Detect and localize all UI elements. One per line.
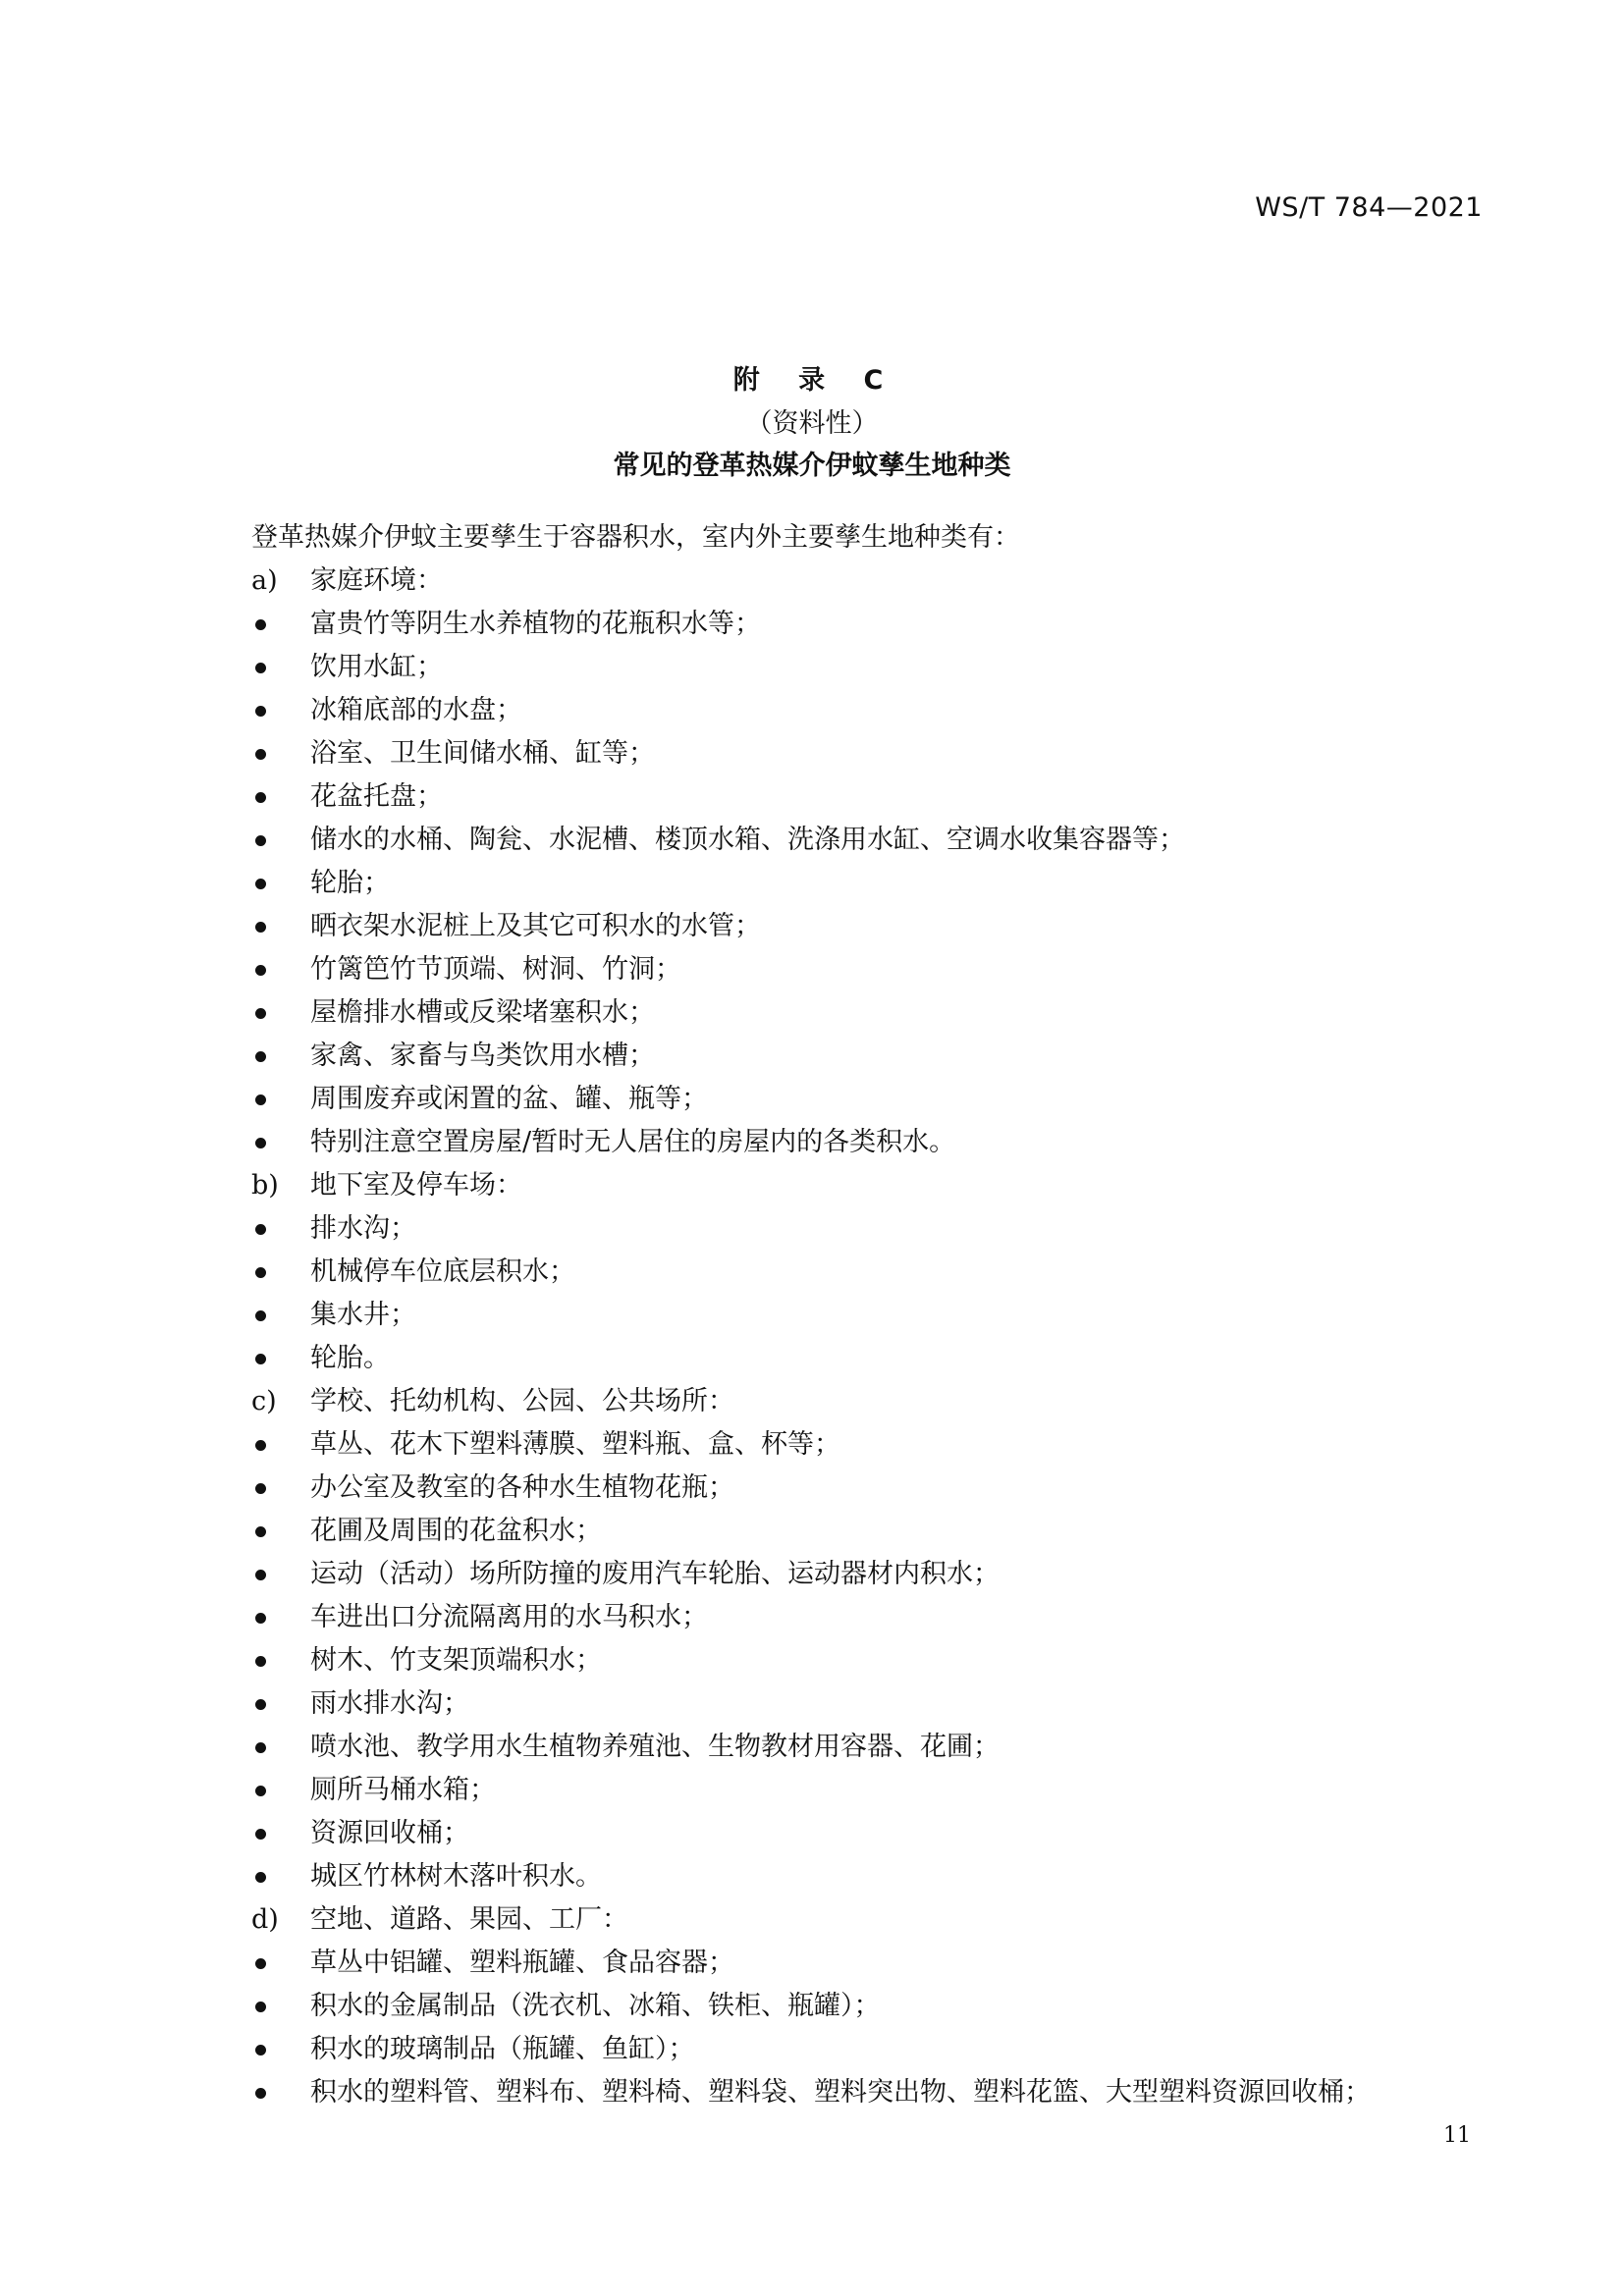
item-text: 轮胎；	[310, 868, 390, 898]
bullet-icon	[255, 1224, 266, 1235]
bullet-icon	[255, 706, 266, 717]
bullet-icon	[255, 1786, 266, 1796]
bullet-icon	[255, 1656, 266, 1667]
item-text: 积水的塑料管、塑料布、塑料椅、塑料袋、塑料突出物、塑料花篮、大型塑料资源回收桶；	[310, 2077, 1371, 2108]
item-text: 储水的水桶、陶瓮、水泥槽、楼顶水箱、洗涤用水缸、空调水收集容器等；	[310, 825, 1185, 855]
item-text: 积水的金属制品（洗衣机、冰箱、铁柜、瓶罐）；	[310, 1991, 881, 2021]
item-text: 地下室及停车场：	[310, 1170, 522, 1201]
appendix-label: 附 录 C	[732, 365, 892, 396]
item-text: 富贵竹等阴生水养植物的花瓶积水等；	[310, 609, 761, 639]
appendix-nature: （资料性）	[745, 408, 879, 439]
bullet-icon	[255, 1829, 266, 1840]
item-text: 冰箱底部的水盘；	[310, 695, 522, 725]
category-marker: a)	[251, 565, 278, 596]
list-item	[251, 991, 1489, 1035]
list-item	[251, 1207, 1489, 1251]
category-item	[251, 560, 1489, 603]
list-item	[251, 603, 1489, 646]
list-item	[251, 732, 1489, 775]
list-item	[251, 1251, 1489, 1294]
bullet-icon	[255, 1095, 266, 1105]
item-text: 屋檐排水槽或反梁堵塞积水；	[310, 997, 655, 1028]
item-text: 资源回收桶；	[310, 1818, 469, 1848]
bullet-icon	[255, 619, 266, 630]
bullet-icon	[255, 1613, 266, 1624]
list-item	[251, 1553, 1489, 1596]
habitat-list	[251, 560, 1489, 2114]
category-item	[251, 1898, 1489, 1942]
bullet-icon	[255, 2002, 266, 2012]
item-text: 周围废弃或闲置的盆、罐、瓶等；	[310, 1084, 708, 1114]
list-item	[251, 1294, 1489, 1337]
category-marker: d)	[251, 1904, 279, 1935]
item-text: 树木、竹支架顶端积水；	[310, 1645, 602, 1676]
item-text: 空地、道路、果园、工厂：	[310, 1904, 628, 1935]
bullet-icon	[255, 1526, 266, 1537]
bullet-icon	[255, 835, 266, 846]
item-text: 办公室及教室的各种水生植物花瓶；	[310, 1472, 734, 1503]
list-item	[251, 1035, 1489, 1078]
item-text: 花圃及周围的花盆积水；	[310, 1516, 602, 1546]
category-item	[251, 1380, 1489, 1423]
list-item	[251, 1078, 1489, 1121]
list-item	[251, 1812, 1489, 1855]
bullet-icon	[255, 663, 266, 673]
list-item	[251, 1423, 1489, 1467]
item-text: 特别注意空置房屋/暂时无人居住的房屋内的各类积水。	[310, 1127, 956, 1157]
list-item	[251, 775, 1489, 819]
bullet-icon	[255, 1483, 266, 1494]
item-text: 花盆托盘；	[310, 781, 443, 812]
bullet-icon	[255, 1872, 266, 1883]
list-item	[251, 905, 1489, 948]
item-text: 饮用水缸；	[310, 652, 443, 682]
category-marker: c)	[251, 1386, 277, 1416]
list-item	[251, 1726, 1489, 1769]
bullet-icon	[255, 1570, 266, 1580]
bullet-icon	[255, 792, 266, 803]
item-text: 喷水池、教学用水生植物养殖池、生物教材用容器、花圃；	[310, 1732, 1000, 1762]
bullet-icon	[255, 1138, 266, 1148]
list-item	[251, 2071, 1489, 2114]
bullet-icon	[255, 2045, 266, 2056]
bullet-icon	[255, 1958, 266, 1969]
item-text: 厕所马桶水箱；	[310, 1775, 496, 1805]
bullet-icon	[255, 1699, 266, 1710]
list-item	[251, 1985, 1489, 2028]
bullet-icon	[255, 1267, 266, 1278]
bullet-icon	[255, 2088, 266, 2099]
category-item	[251, 1164, 1489, 1207]
item-text: 草丛中铝罐、塑料瓶罐、食品容器；	[310, 1948, 734, 1978]
appendix-title: 常见的登革热媒介伊蚊孳生地种类	[613, 451, 1011, 481]
bullet-icon	[255, 1440, 266, 1451]
item-text: 轮胎。	[310, 1343, 390, 1373]
item-text: 排水沟；	[310, 1213, 416, 1244]
list-item	[251, 1510, 1489, 1553]
bullet-icon	[255, 1354, 266, 1364]
bullet-icon	[255, 879, 266, 889]
bullet-icon	[255, 1051, 266, 1062]
bullet-icon	[255, 1008, 266, 1019]
bullet-icon	[255, 1310, 266, 1321]
list-item	[251, 1942, 1489, 1985]
document-body	[251, 516, 1489, 2114]
standard-code: WS/T 784—2021	[1255, 192, 1483, 223]
list-item	[251, 689, 1489, 732]
bullet-icon	[255, 749, 266, 760]
list-item	[251, 1121, 1489, 1164]
item-text: 家禽、家畜与鸟类饮用水槽；	[310, 1041, 655, 1071]
item-text: 晒衣架水泥桩上及其它可积水的水管；	[310, 911, 761, 941]
list-item	[251, 1769, 1489, 1812]
list-item	[251, 819, 1489, 862]
item-text: 车进出口分流隔离用的水马积水；	[310, 1602, 708, 1632]
item-text: 机械停车位底层积水；	[310, 1256, 575, 1287]
list-item	[251, 1467, 1489, 1510]
item-text: 浴室、卫生间储水桶、缸等；	[310, 738, 655, 769]
list-item	[251, 1855, 1489, 1898]
item-text: 雨水排水沟；	[310, 1688, 469, 1719]
list-item	[251, 2028, 1489, 2071]
bullet-icon	[255, 1742, 266, 1753]
list-item	[251, 948, 1489, 991]
list-item	[251, 1596, 1489, 1639]
bullet-icon	[255, 922, 266, 933]
item-text: 运动（活动）场所防撞的废用汽车轮胎、运动器材内积水；	[310, 1559, 1000, 1589]
list-item	[251, 862, 1489, 905]
item-text: 竹篱笆竹节顶端、树洞、竹洞；	[310, 954, 681, 985]
item-text: 草丛、花木下塑料薄膜、塑料瓶、盒、杯等；	[310, 1429, 840, 1460]
bullet-icon	[255, 965, 266, 976]
item-text: 城区竹林树木落叶积水。	[310, 1861, 602, 1892]
list-item	[251, 1337, 1489, 1380]
list-item	[251, 1639, 1489, 1682]
category-marker: b)	[251, 1170, 279, 1201]
item-text: 集水井；	[310, 1300, 416, 1330]
item-text: 家庭环境：	[310, 565, 443, 596]
list-item	[251, 646, 1489, 689]
item-text: 积水的玻璃制品（瓶罐、鱼缸）；	[310, 2034, 695, 2064]
intro-paragraph: 登革热媒介伊蚊主要孳生于容器积水，室内外主要孳生地种类有：	[251, 522, 1020, 553]
page-number: 11	[1443, 2123, 1471, 2148]
list-item	[251, 1682, 1489, 1726]
item-text: 学校、托幼机构、公园、公共场所：	[310, 1386, 734, 1416]
